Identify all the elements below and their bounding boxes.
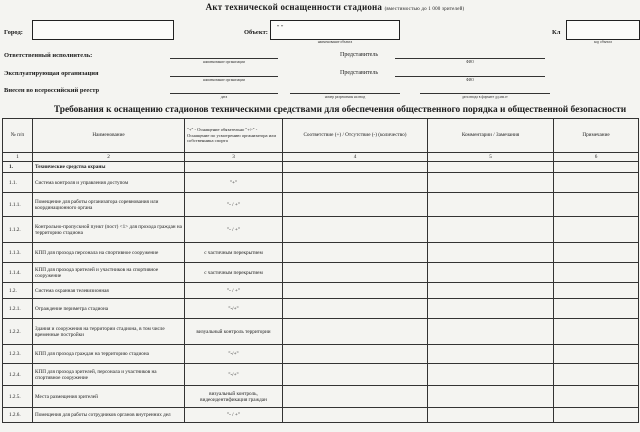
responsible-rep-label: Представитель	[340, 52, 379, 58]
row-comments[interactable]	[428, 364, 554, 386]
row-requirement: "-/+"	[185, 364, 283, 386]
row-name: КПП для прохода зрителей, персонала и участников на спортивное сооружение	[33, 364, 185, 386]
operator-fio-caption: ФИО	[465, 78, 475, 82]
row-compliance[interactable]	[283, 243, 428, 263]
row-comments[interactable]	[428, 299, 554, 319]
code-caption: код объекта	[594, 40, 612, 44]
requirements-table	[2, 118, 639, 423]
row-compliance[interactable]	[283, 283, 428, 299]
table-header-row	[3, 119, 639, 153]
row-name: Контрольно-пропускной пункт (пост) <1> для прохода граждан на территорию стадиона	[33, 217, 185, 243]
row-number: 1.	[3, 162, 33, 173]
row-number: 1.1.2.	[3, 217, 33, 243]
row-name: КПП для прохода граждан на территорию стадиона	[33, 345, 185, 364]
header-comments: Комментарии / Замечания	[428, 119, 554, 153]
row-number: 1.1.3.	[3, 243, 33, 263]
object-field[interactable]	[270, 20, 400, 40]
row-name: Помещение для работы организатора соревнования или координационного органа	[33, 193, 185, 217]
header-note: Примечание	[554, 119, 639, 153]
responsible-label: Ответственный исполнитель:	[4, 52, 93, 59]
city-field[interactable]	[32, 20, 174, 40]
row-requirement: "- / +"	[185, 283, 283, 299]
operator-label: Эксплуатирующая организация	[4, 70, 99, 77]
table-row	[3, 173, 639, 193]
object-value: " "	[277, 25, 284, 31]
row-compliance[interactable]	[283, 408, 428, 423]
row-compliance[interactable]	[283, 263, 428, 283]
responsible-org-caption: наименование организации	[203, 60, 245, 64]
operator-rep-line[interactable]	[395, 68, 545, 77]
col-num-5: 5	[428, 153, 554, 162]
row-comments[interactable]	[428, 193, 554, 217]
table-row	[3, 243, 639, 263]
col-num-2: 2	[33, 153, 185, 162]
row-number: 1.2.5.	[3, 386, 33, 408]
row-requirement: "-/+"	[185, 345, 283, 364]
table-row	[3, 319, 639, 345]
table-row	[3, 283, 639, 299]
row-name: Ограждение периметра стадиона	[33, 299, 185, 319]
column-number-row	[3, 153, 639, 162]
row-requirement: с частичным перекрытием	[185, 243, 283, 263]
responsible-rep-line[interactable]	[395, 50, 545, 59]
registry-label: Внесен во всероссийский реестр	[4, 87, 100, 94]
row-requirement: "- / +"	[185, 408, 283, 423]
row-number: 1.2.4.	[3, 364, 33, 386]
row-comments[interactable]	[428, 319, 554, 345]
table-row	[3, 217, 639, 243]
registry-date-caption: дата	[220, 95, 228, 99]
col-num-6: 6	[554, 153, 639, 162]
row-number: 1.1.4.	[3, 263, 33, 283]
row-name: Технические средства охраны	[33, 162, 185, 173]
title-text: Акт технической оснащенности стадиона	[205, 2, 383, 12]
object-caption: наименование объекта	[317, 40, 353, 44]
row-name: Места размещения зрителей	[33, 386, 185, 408]
header-number: № п/п	[3, 119, 33, 153]
table-body	[3, 162, 639, 423]
section-title: Требования к оснащению стадионов техническими средствами для обеспечения общественного порядка и общественной безопасности	[53, 105, 627, 115]
code-label: Кл	[552, 29, 561, 36]
row-note[interactable]	[554, 364, 639, 386]
table-row	[3, 345, 639, 364]
operator-rep-label: Представитель	[340, 70, 379, 76]
row-compliance[interactable]	[283, 364, 428, 386]
row-requirement: "- / +"	[185, 193, 283, 217]
row-name: КПП для прохода персонала на спортивное сооружение	[33, 243, 185, 263]
row-note[interactable]	[554, 263, 639, 283]
row-comments[interactable]	[428, 408, 554, 423]
table-row	[3, 364, 639, 386]
header-requirement: "+" - Оснащение обязательно "+/-" - Оснащение по усмотрению организатора или собственника спорта	[185, 119, 283, 153]
row-note[interactable]	[554, 162, 639, 173]
row-compliance[interactable]	[283, 217, 428, 243]
row-note[interactable]	[554, 193, 639, 217]
registry-cat-line[interactable]	[420, 85, 550, 94]
row-requirement: визуальный контроль территории	[185, 319, 283, 345]
row-note[interactable]	[554, 386, 639, 408]
row-comments[interactable]	[428, 217, 554, 243]
col-num-1: 1	[3, 153, 33, 162]
row-number: 1.1.1.	[3, 193, 33, 217]
row-name: КПП для прохода зрителей и участников на спортивное сооружение	[33, 263, 185, 283]
row-name: Здания и сооружения на территории стадиона, в том числе временные постройки	[33, 319, 185, 345]
row-note[interactable]	[554, 283, 639, 299]
row-compliance[interactable]	[283, 299, 428, 319]
title-note: (вместимостью до 1 000 зрителей)	[384, 7, 465, 12]
row-comments[interactable]	[428, 283, 554, 299]
responsible-fio-caption: ФИО	[465, 60, 475, 64]
row-note[interactable]	[554, 408, 639, 423]
responsible-org-line[interactable]	[170, 50, 278, 59]
row-requirement: "+"	[185, 173, 283, 193]
row-requirement: "-/+"	[185, 299, 283, 319]
row-note[interactable]	[554, 243, 639, 263]
row-note[interactable]	[554, 319, 639, 345]
operator-org-caption: наименование организации	[203, 78, 245, 82]
row-number: 1.2.6.	[3, 408, 33, 423]
document-title	[170, 2, 500, 12]
row-compliance[interactable]	[283, 162, 428, 173]
row-number: 1.2.3.	[3, 345, 33, 364]
header-compliance: Соответствие (+) / Отсутствие (-) (количество)	[283, 119, 428, 153]
table-row	[3, 408, 639, 423]
row-compliance[interactable]	[283, 345, 428, 364]
row-note[interactable]	[554, 345, 639, 364]
city-label: Город:	[4, 29, 23, 36]
row-requirement: визуальный контроль, видеоидентификация граждан	[185, 386, 283, 408]
row-comments[interactable]	[428, 263, 554, 283]
table-row	[3, 386, 639, 408]
operator-org-line[interactable]	[170, 68, 278, 77]
col-num-3: 3	[185, 153, 283, 162]
row-compliance[interactable]	[283, 193, 428, 217]
row-number: 1.2.1.	[3, 299, 33, 319]
row-name: Система охранная телевизионная	[33, 283, 185, 299]
row-requirement: с частичным перекрытием	[185, 263, 283, 283]
row-compliance[interactable]	[283, 173, 428, 193]
registry-cat-caption: дата ввода в формате дд.мм.гг	[461, 95, 509, 99]
row-number: 1.2.2.	[3, 319, 33, 345]
registry-permit-caption: номер разрешения на ввод	[324, 95, 366, 99]
row-requirement: "- / +"	[185, 217, 283, 243]
row-name: Помещения для работы сотрудников органов внутренних дел	[33, 408, 185, 423]
row-name: Система контроля и управления доступом	[33, 173, 185, 193]
row-comments[interactable]	[428, 173, 554, 193]
header-name: Наименование	[33, 119, 185, 153]
registry-date-line[interactable]	[170, 85, 278, 94]
row-comments[interactable]	[428, 345, 554, 364]
table-row	[3, 263, 639, 283]
table-row	[3, 193, 639, 217]
registry-permit-line[interactable]	[290, 85, 400, 94]
table-row	[3, 162, 639, 173]
object-label: Объект:	[244, 29, 268, 36]
row-number: 1.1.	[3, 173, 33, 193]
row-note[interactable]	[554, 173, 639, 193]
code-field[interactable]	[566, 20, 640, 40]
row-comments[interactable]	[428, 243, 554, 263]
table-row	[3, 299, 639, 319]
row-compliance[interactable]	[283, 319, 428, 345]
row-compliance[interactable]	[283, 386, 428, 408]
row-requirement	[185, 162, 283, 173]
row-number: 1.2.	[3, 283, 33, 299]
row-comments[interactable]	[428, 386, 554, 408]
col-num-4: 4	[283, 153, 428, 162]
row-comments[interactable]	[428, 162, 554, 173]
row-note[interactable]	[554, 299, 639, 319]
row-note[interactable]	[554, 217, 639, 243]
